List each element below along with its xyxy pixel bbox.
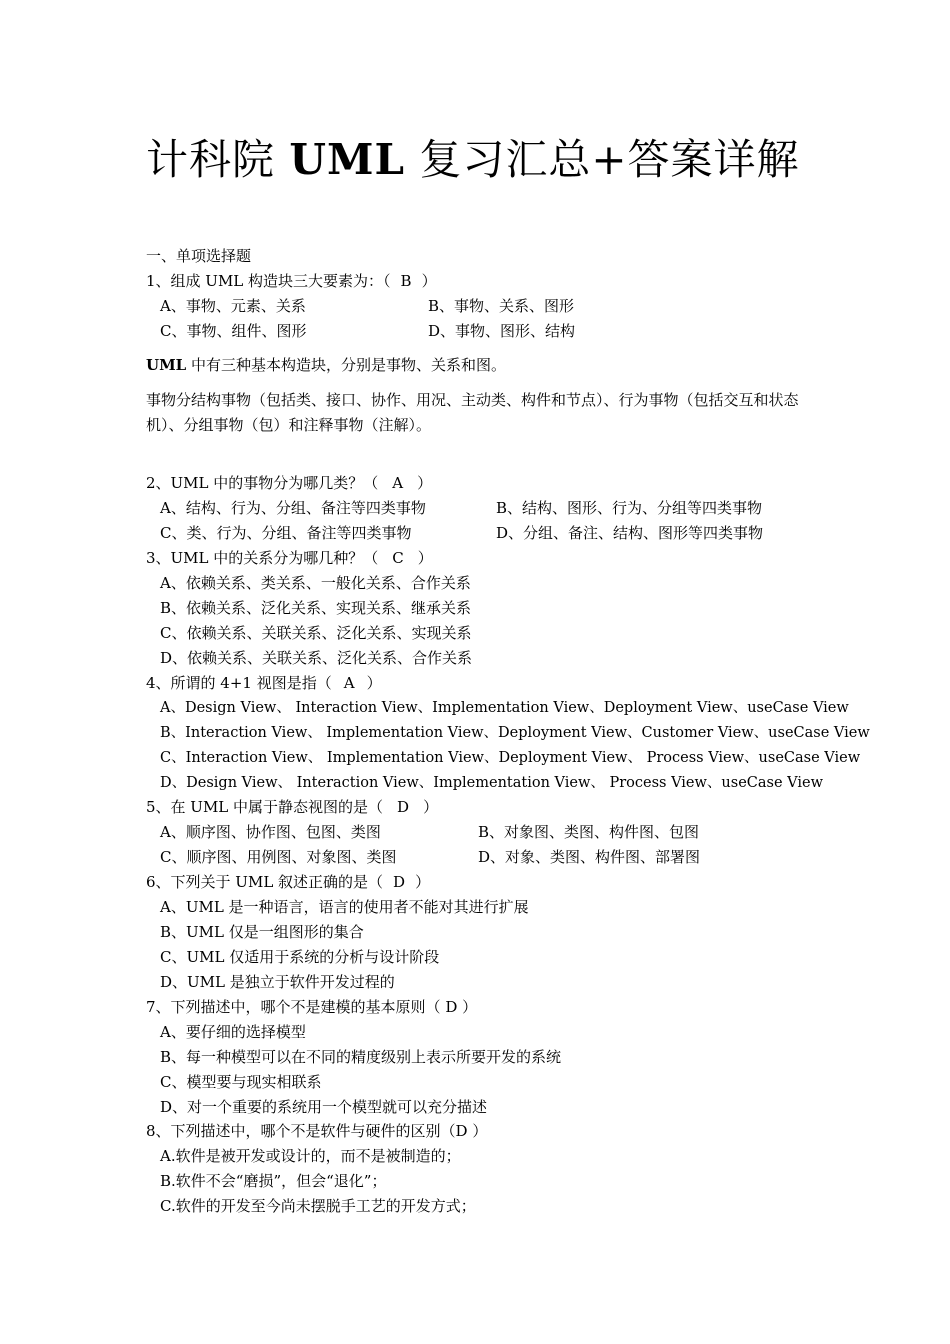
section-heading: 一、单项选择题	[146, 247, 252, 265]
option-c: C、Interaction View、 Implementation View、Deployment View、 Process View、useCase View	[160, 750, 861, 766]
option-c: C、依赖关系、关联关系、泛化关系、实现关系	[160, 624, 472, 642]
paren-close: ）	[417, 549, 433, 567]
option-c: C、UML 仅适用于系统的分析与设计阶段	[160, 948, 440, 966]
answer: C	[392, 549, 404, 567]
option-b: B、结构、图形、行为、分组等四类事物	[496, 499, 763, 517]
title-part-3: 复习汇总+答案详解	[405, 135, 800, 184]
option-d: D、Design View、 Interaction View、Implementation View、 Process View、useCase View	[160, 775, 824, 791]
question-7: 7、下列描述中，哪个不是建模的基本原则（ D ）	[146, 998, 478, 1016]
option-a: A、事物、元素、关系	[160, 297, 306, 315]
question-6	[146, 872, 430, 892]
question-text: 6、下列关于 UML 叙述正确的是（	[146, 873, 384, 891]
question-text: 4、所谓的 4+1 视图是指（	[146, 674, 332, 692]
page-title	[146, 133, 800, 187]
option-c: C、模型要与现实相联系	[160, 1073, 322, 1091]
paren-close: ）	[366, 674, 382, 692]
answer: B	[400, 272, 412, 290]
question-text: 5、在 UML 中属于静态视图的是（	[146, 798, 384, 816]
explanation-text: 中有三种基本构造块，分别是事物、关系和图。	[186, 356, 507, 374]
option-d: D、事物、图形、结构	[428, 322, 576, 340]
option-d: D、对一个重要的系统用一个模型就可以充分描述	[160, 1098, 488, 1116]
paren-close: ）	[417, 474, 433, 492]
option-c: C、类、行为、分组、备注等四类事物	[160, 524, 412, 542]
option-b: B.软件不会“磨损”，但会“退化”；	[160, 1172, 387, 1190]
explanation-line-1	[146, 355, 506, 375]
explanation-paragraph: 事物分结构事物（包括类、接口、协作、用况、主动类、构件和节点）、行为事物（包括交互和状态机）、分组事物（包）和注释事物（注解）。	[146, 391, 799, 434]
option-a: A、顺序图、协作图、包图、类图	[160, 823, 381, 841]
question-text: 2、UML 中的事物分为哪几类？（	[146, 474, 379, 492]
option-d: D、UML 是独立于软件开发过程的	[160, 973, 395, 991]
question-8: 8、下列描述中，哪个不是软件与硬件的区别（D ）	[146, 1122, 488, 1140]
option-b: B、每一种模型可以在不同的精度级别上表示所要开发的系统	[160, 1048, 562, 1066]
option-b: B、UML 仅是一组图形的集合	[160, 923, 364, 941]
title-part-2: UML	[289, 135, 406, 184]
option-a: A、UML 是一种语言，语言的使用者不能对其进行扩展	[160, 898, 529, 916]
paren-close: ）	[421, 272, 437, 290]
question-text: 3、UML 中的关系分为哪几种？（	[146, 549, 379, 567]
paren-close: ）	[415, 873, 431, 891]
option-b: B、对象图、类图、构件图、包图	[478, 823, 700, 841]
option-a: A.软件是被开发或设计的，而不是被制造的；	[160, 1147, 461, 1165]
option-b: B、Interaction View、 Implementation View、Deployment View、Customer View、useCase View	[160, 725, 870, 741]
question-1	[146, 271, 437, 291]
option-b: B、依赖关系、泛化关系、实现关系、继承关系	[160, 599, 472, 617]
answer: D	[397, 798, 410, 816]
option-d: D、对象、类图、构件图、部署图	[478, 848, 701, 866]
option-c: C、顺序图、用例图、对象图、类图	[160, 848, 397, 866]
answer: A	[392, 474, 404, 492]
option-c: C.软件的开发至今尚未摆脱手工艺的开发方式；	[160, 1197, 476, 1215]
paren-close: ）	[423, 798, 439, 816]
question-5	[146, 797, 438, 817]
option-a: A、要仔细的选择模型	[160, 1023, 306, 1041]
option-b: B、事物、关系、图形	[428, 297, 575, 315]
answer: D	[393, 873, 406, 891]
title-part-1: 计科院	[146, 135, 290, 184]
option-d: D、依赖关系、关联关系、泛化关系、合作关系	[160, 649, 473, 667]
question-2	[146, 473, 432, 493]
answer: A	[343, 674, 355, 692]
bold-term: UML	[146, 356, 187, 374]
option-a: A、依赖关系、类关系、一般化关系、合作关系	[160, 574, 471, 592]
option-a: A、Design View、 Interaction View、Implementation View、Deployment View、useCase View	[160, 700, 849, 716]
option-a: A、结构、行为、分组、备注等四类事物	[160, 499, 426, 517]
question-3	[146, 548, 433, 568]
question-4	[146, 673, 382, 693]
question-text: 1、组成 UML 构造块三大要素为：（	[146, 272, 391, 290]
option-d: D、分组、备注、结构、图形等四类事物	[496, 524, 764, 542]
option-c: C、事物、组件、图形	[160, 322, 307, 340]
